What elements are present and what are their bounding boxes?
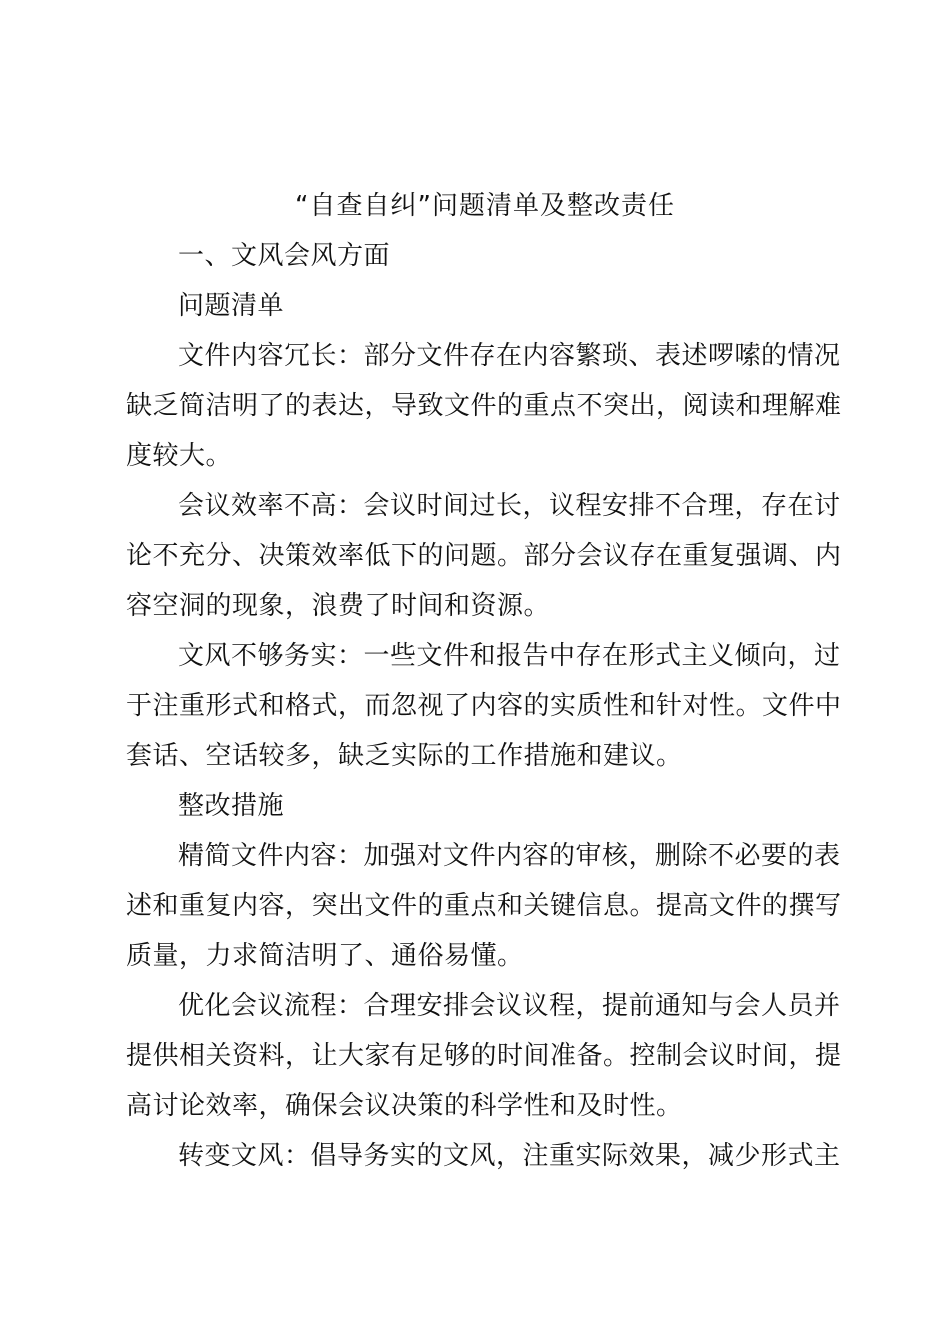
paragraph-line: 转变文风：倡导务实的文风，注重实际效果，减少形式主 xyxy=(178,1141,841,1171)
paragraph-line: 于注重形式和格式，而忽视了内容的实质性和针对性。文件中 xyxy=(126,691,842,721)
paragraph-line: 质量，力求简洁明了、通俗易懂。 xyxy=(126,941,524,971)
paragraph-line: 文风不够务实：一些文件和报告中存在形式主义倾向，过 xyxy=(178,641,841,671)
paragraph-line: 精简文件内容：加强对文件内容的审核，删除不必要的表 xyxy=(178,841,841,871)
paragraph-line: 文件内容冗长：部分文件存在内容繁琐、表述啰嗦的情况 xyxy=(178,341,841,371)
section-heading: 一、文风会风方面 xyxy=(178,241,391,271)
subheading-problem-list: 问题清单 xyxy=(178,291,285,321)
document-title: “自查自纠”问题清单及整改责任 xyxy=(295,191,675,221)
paragraph-line: 容空洞的现象，浪费了时间和资源。 xyxy=(126,591,551,621)
subheading-rectification: 整改措施 xyxy=(178,791,285,821)
paragraph-line: 缺乏简洁明了的表达，导致文件的重点不突出，阅读和理解难 xyxy=(126,391,842,421)
paragraph-line: 述和重复内容，突出文件的重点和关键信息。提高文件的撰写 xyxy=(126,891,842,921)
paragraph-line: 论不充分、决策效率低下的问题。部分会议存在重复强调、内 xyxy=(126,541,842,571)
paragraph-line: 高讨论效率，确保会议决策的科学性和及时性。 xyxy=(126,1091,683,1121)
paragraph-line: 会议效率不高：会议时间过长，议程安排不合理，存在讨 xyxy=(178,491,841,521)
paragraph-line: 度较大。 xyxy=(126,441,233,471)
paragraph-line: 优化会议流程：合理安排会议议程，提前通知与会人员并 xyxy=(178,991,841,1021)
paragraph-line: 提供相关资料，让大家有足够的时间准备。控制会议时间，提 xyxy=(126,1041,842,1071)
paragraph-line: 套话、空话较多，缺乏实际的工作措施和建议。 xyxy=(126,741,683,771)
